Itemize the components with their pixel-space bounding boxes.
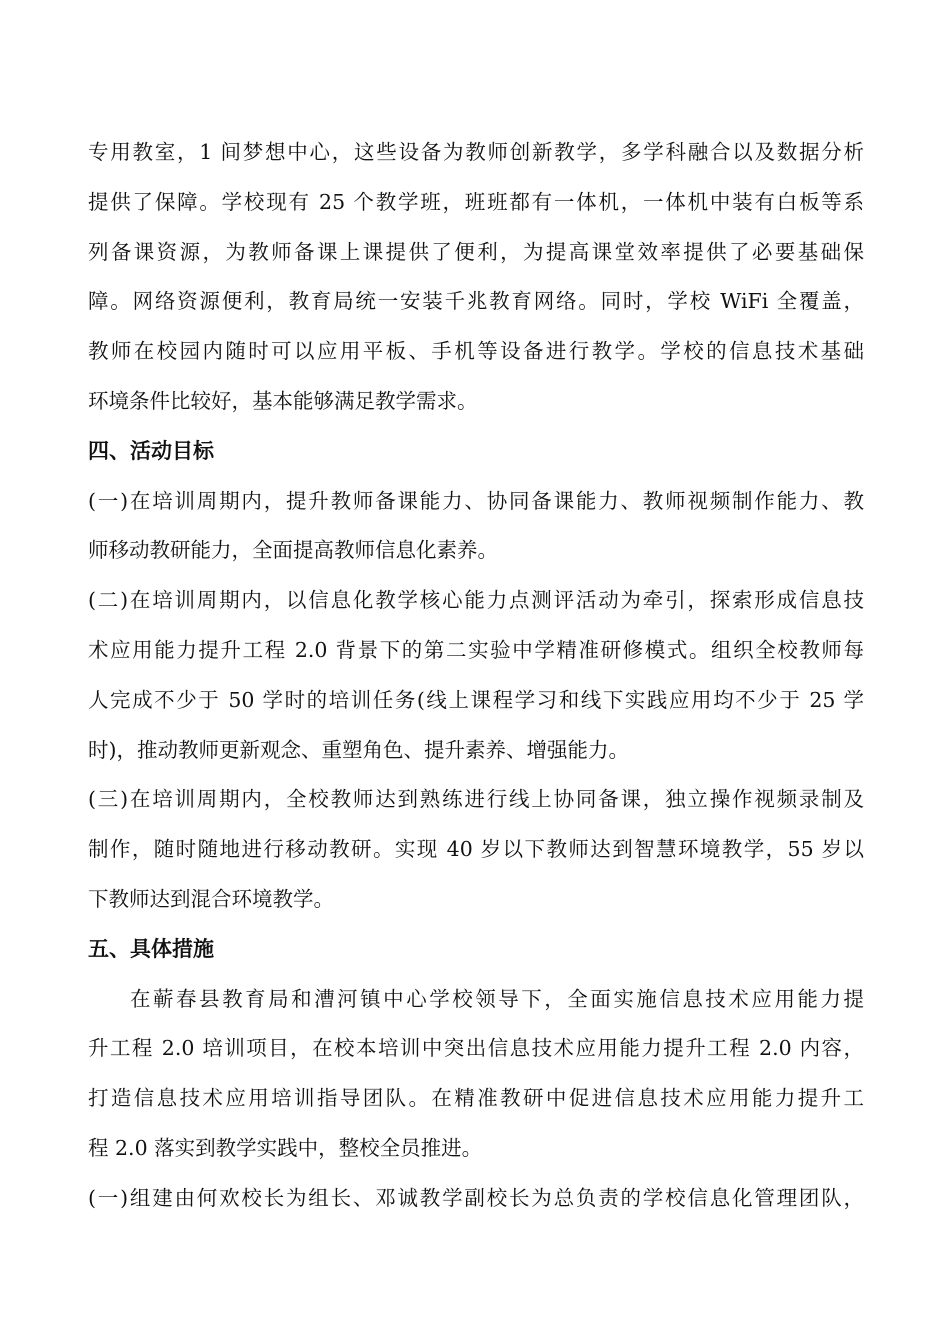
section-heading: 五、具体措施 [88, 936, 214, 961]
body-text-line: (一)在培训周期内，提升教师备课能力、协同备课能力、教师视频制作能力、教 [88, 488, 864, 513]
body-text-line: 环境条件比较好，基本能够满足教学需求。 [88, 388, 478, 413]
body-text-line: 师移动教研能力，全面提高教师信息化素养。 [88, 538, 498, 563]
body-text-line: 升工程 2.0 培训项目，在校本培训中突出信息技术应用能力提升工程 2.0 内容， [88, 1036, 864, 1061]
body-text-line: (一)组建由何欢校长为组长、邓诚教学副校长为总负责的学校信息化管理团队， [88, 1185, 864, 1210]
body-text-line: 制作，随时随地进行移动教研。实现 40 岁以下教师达到智慧环境教学，55 岁以 [88, 837, 864, 862]
document-body [88, 128, 864, 1224]
body-text-line: (三)在培训周期内，全校教师达到熟练进行线上协同备课，独立操作视频录制及 [88, 787, 864, 812]
body-text-line: 教师在校园内随时可以应用平板、手机等设备进行教学。学校的信息技术基础 [88, 339, 864, 364]
body-text-line: 在蕲春县教育局和漕河镇中心学校领导下，全面实施信息技术应用能力提 [130, 986, 864, 1011]
body-text-line: 程 2.0 落实到教学实践中，整校全员推进。 [88, 1135, 483, 1160]
body-text-line: 人完成不少于 50 学时的培训任务(线上课程学习和线下实践应用均不少于 25 学 [88, 687, 864, 712]
body-text-line: 提供了保障。学校现有 25 个教学班，班班都有一体机，一体机中装有白板等系 [88, 189, 864, 214]
body-text-line: 列备课资源，为教师备课上课提供了便利，为提高课堂效率提供了必要基础保 [88, 239, 864, 264]
section-heading: 四、活动目标 [88, 438, 214, 463]
body-text-line: 打造信息技术应用培训指导团队。在精准教研中促进信息技术应用能力提升工 [88, 1086, 864, 1111]
body-text-line: 专用教室，1 间梦想中心，这些设备为教师创新教学，多学科融合以及数据分析 [88, 140, 864, 164]
body-text-line: 术应用能力提升工程 2.0 背景下的第二实验中学精准研修模式。组织全校教师每 [88, 637, 864, 662]
body-text-line: (二)在培训周期内，以信息化教学核心能力点测评活动为牵引，探索形成信息技 [88, 588, 864, 613]
body-text-line: 下教师达到混合环境教学。 [88, 886, 334, 911]
body-text-line: 时)，推动教师更新观念、重塑角色、提升素养、增强能力。 [88, 737, 629, 762]
body-text-line: 障。网络资源便利，教育局统一安装千兆教育网络。同时，学校 WiFi 全覆盖， [88, 289, 864, 314]
